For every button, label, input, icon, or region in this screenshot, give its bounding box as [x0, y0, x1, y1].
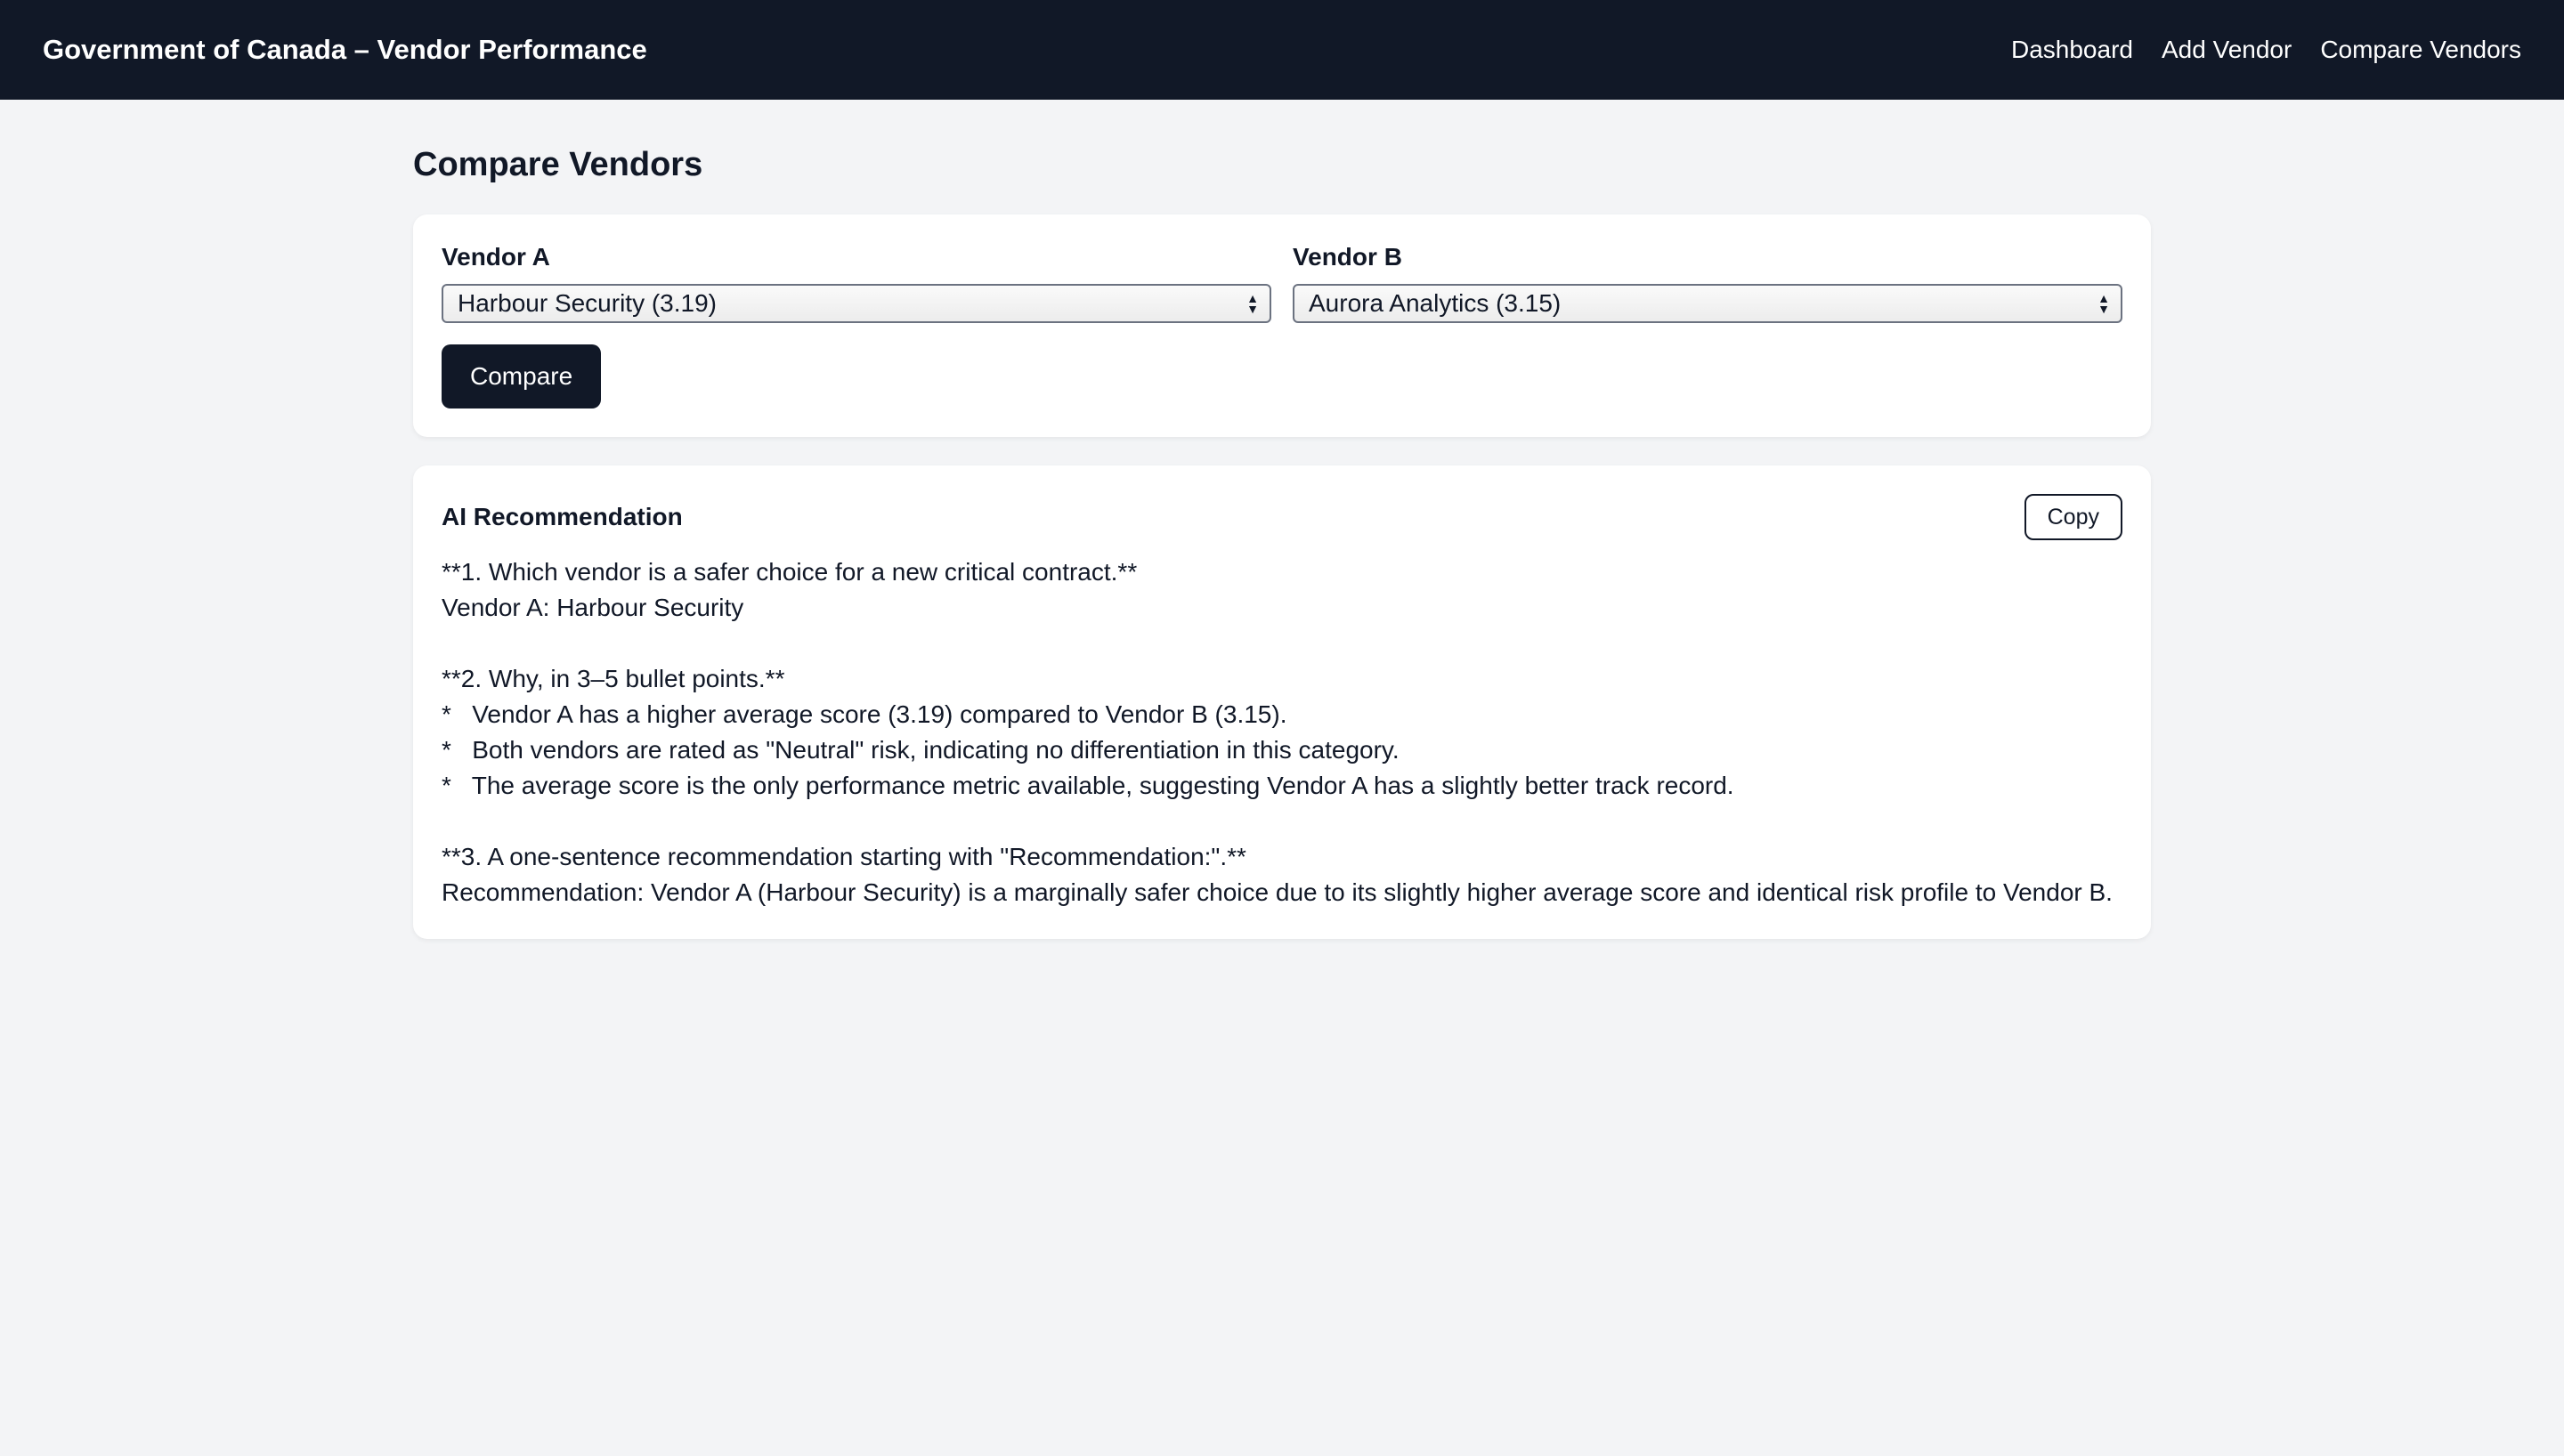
vendor-b-label: Vendor B	[1293, 243, 1402, 271]
nav-add-vendor[interactable]: Add Vendor	[2161, 36, 2292, 63]
main-nav	[2011, 36, 2521, 64]
updown-chevron-icon: ▲ ▼	[1246, 291, 1259, 316]
vendor-a-selected-value: Harbour Security (3.19)	[458, 289, 718, 317]
vendor-b-group	[1293, 243, 2122, 323]
vendor-b-select[interactable]	[1293, 284, 2122, 323]
vendor-a-label: Vendor A	[442, 243, 550, 271]
nav-compare-vendors[interactable]: Compare Vendors	[2320, 36, 2521, 63]
app-title: Government of Canada – Vendor Performance	[43, 34, 647, 65]
main-content	[413, 100, 2151, 939]
compare-button[interactable]: Compare	[442, 344, 601, 408]
nav-dashboard[interactable]: Dashboard	[2010, 36, 2133, 63]
ai-recommendation-card	[413, 465, 2151, 939]
recommendation-title: AI Recommendation	[442, 503, 683, 530]
copy-button[interactable]: Copy	[2024, 494, 2122, 540]
recommendation-text: **1. Which vendor is a safer choice for a new critical contract.** Vendor A: Harbour Security **2. Why, in 3–5 bullet points.** * Vendor A has a higher average score (3.19) compared to Vendor B (3.15). * Both vendors are rated as "Neutral" risk, indicating no differentiation in this category. * The average score is the only performance metric available, suggesting Vendor A has a slightly better track record. **3. A one-sentence recommendation starting with "Recommendation:".** Recommendation: Vendor A (Harbour Security) is a marginally safer choice due to its slightly higher average score and identical risk profile to Vendor B.	[442, 558, 2113, 906]
compare-form-card	[413, 214, 2151, 437]
updown-chevron-icon: ▲ ▼	[2097, 291, 2110, 316]
vendor-a-group	[442, 243, 1271, 323]
page-title: Compare Vendors	[413, 146, 703, 183]
top-nav-bar	[0, 0, 2564, 100]
vendor-a-select[interactable]	[442, 284, 1271, 323]
vendor-b-selected-value: Aurora Analytics (3.15)	[1309, 289, 1562, 317]
recommendation-header	[442, 494, 2122, 540]
vendor-selects	[442, 243, 2122, 323]
